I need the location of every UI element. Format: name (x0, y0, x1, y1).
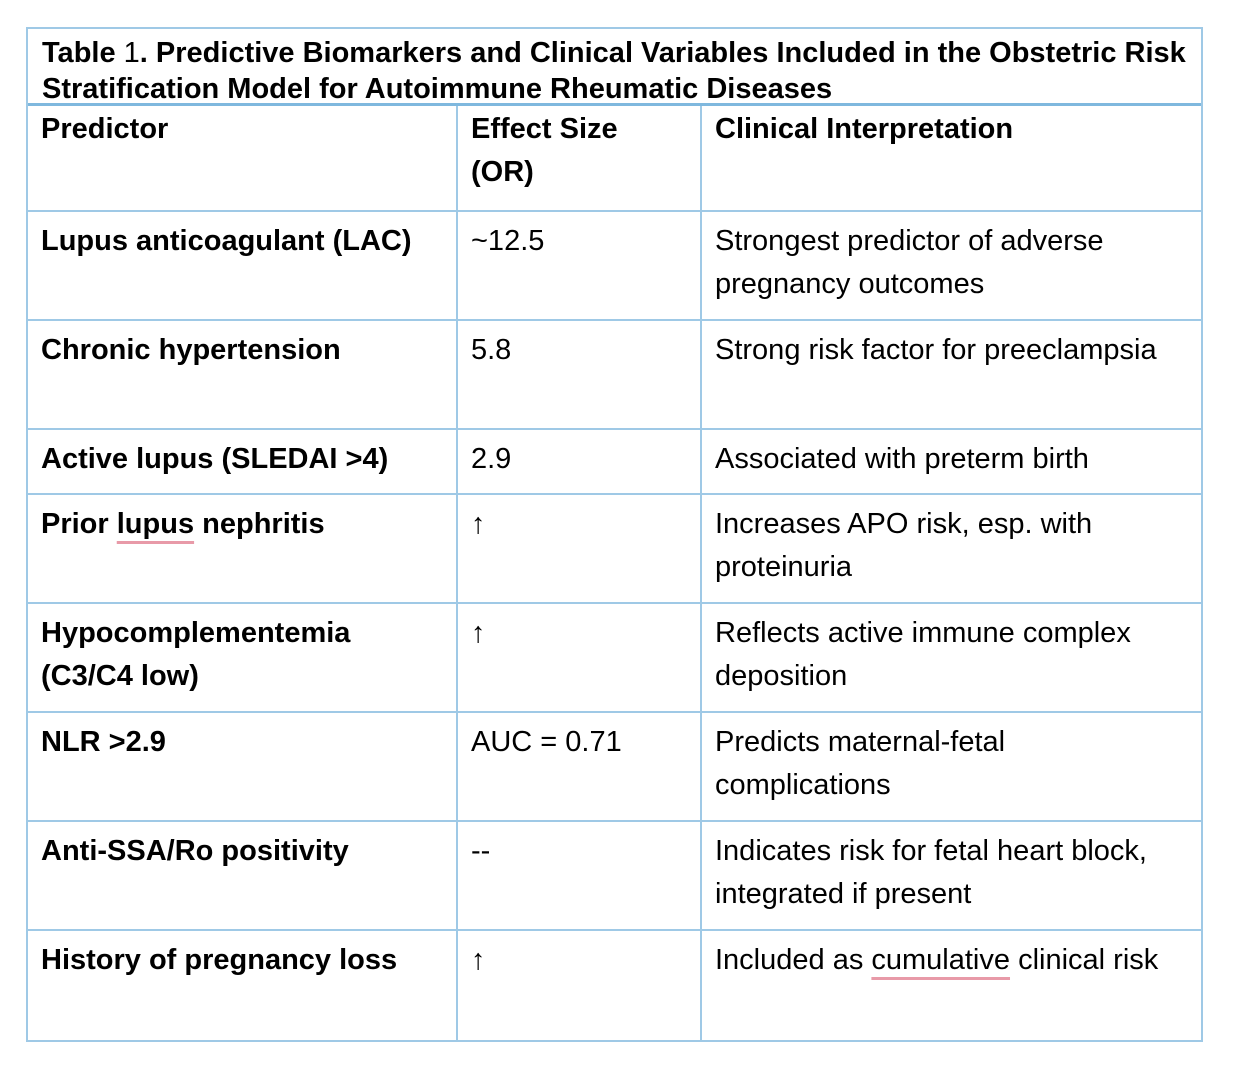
effect-cell: -- (458, 822, 702, 929)
effect-cell: ~12.5 (458, 212, 702, 319)
caption-number: 1 (123, 37, 140, 69)
table-row (28, 321, 1201, 430)
interpretation-cell: Predicts maternal-fetal complications (715, 726, 1006, 801)
caption-title: . Predictive Biomarkers and Clinical Variables Included in the Obstetric Risk Stratification Model for Autoimmune Rheumatic Diseases (42, 37, 1186, 105)
spellcheck-flagged-word[interactable]: lupus (116, 508, 195, 540)
interpretation-cell: Strong risk factor for preeclampsia (715, 334, 1157, 366)
predictor-cell: Lupus anticoagulant (LAC) (28, 212, 458, 319)
predictor-cell: Anti-SSA/Ro positivity (28, 822, 458, 929)
spellcheck-flagged-word[interactable]: cumulative (871, 944, 1011, 976)
table-row (28, 604, 1201, 713)
header-effect-size: Effect Size (OR) (458, 106, 702, 210)
interpretation-text-part: Included as (715, 944, 872, 976)
predictor-cell: Chronic hypertension (28, 321, 458, 428)
interpretation-cell: Associated with preterm birth (715, 443, 1089, 475)
predictor-cell: Active lupus (SLEDAI >4) (28, 430, 458, 493)
table-header-row (28, 106, 1201, 212)
table-row (28, 822, 1201, 931)
interpretation-cell (702, 931, 1201, 1040)
predictor-text-part: Prior (41, 508, 117, 540)
effect-cell: 2.9 (458, 430, 702, 493)
header-clinical-interpretation: Clinical Interpretation (715, 113, 1014, 145)
predictor-cell (28, 495, 458, 602)
biomarkers-table (26, 27, 1203, 1042)
predictor-cell: Hypocomplementemia (C3/C4 low) (28, 604, 458, 711)
predictor-text-part: nephritis (194, 508, 325, 540)
table-row (28, 430, 1201, 495)
interpretation-text-part: clinical risk (1010, 944, 1159, 976)
table-row (28, 931, 1201, 1040)
effect-cell: ↑ (458, 495, 702, 602)
interpretation-cell: Reflects active immune complex deposition (715, 617, 1131, 692)
table-row (28, 713, 1201, 822)
interpretation-cell: Strongest predictor of adverse pregnancy outcomes (715, 225, 1104, 300)
predictor-cell: History of pregnancy loss (28, 931, 458, 1040)
table-row (28, 495, 1201, 604)
table-row (28, 212, 1201, 321)
effect-cell: ↑ (458, 931, 702, 1040)
interpretation-cell: Increases APO risk, esp. with proteinuria (715, 508, 1093, 583)
caption-label: Table (42, 37, 124, 69)
interpretation-cell: Indicates risk for fetal heart block, integrated if present (715, 835, 1147, 910)
header-predictor: Predictor (28, 106, 458, 210)
effect-cell: 5.8 (458, 321, 702, 428)
effect-cell: ↑ (458, 604, 702, 711)
effect-cell: AUC = 0.71 (458, 713, 702, 820)
predictor-cell: NLR >2.9 (28, 713, 458, 820)
table-caption (28, 29, 1201, 106)
